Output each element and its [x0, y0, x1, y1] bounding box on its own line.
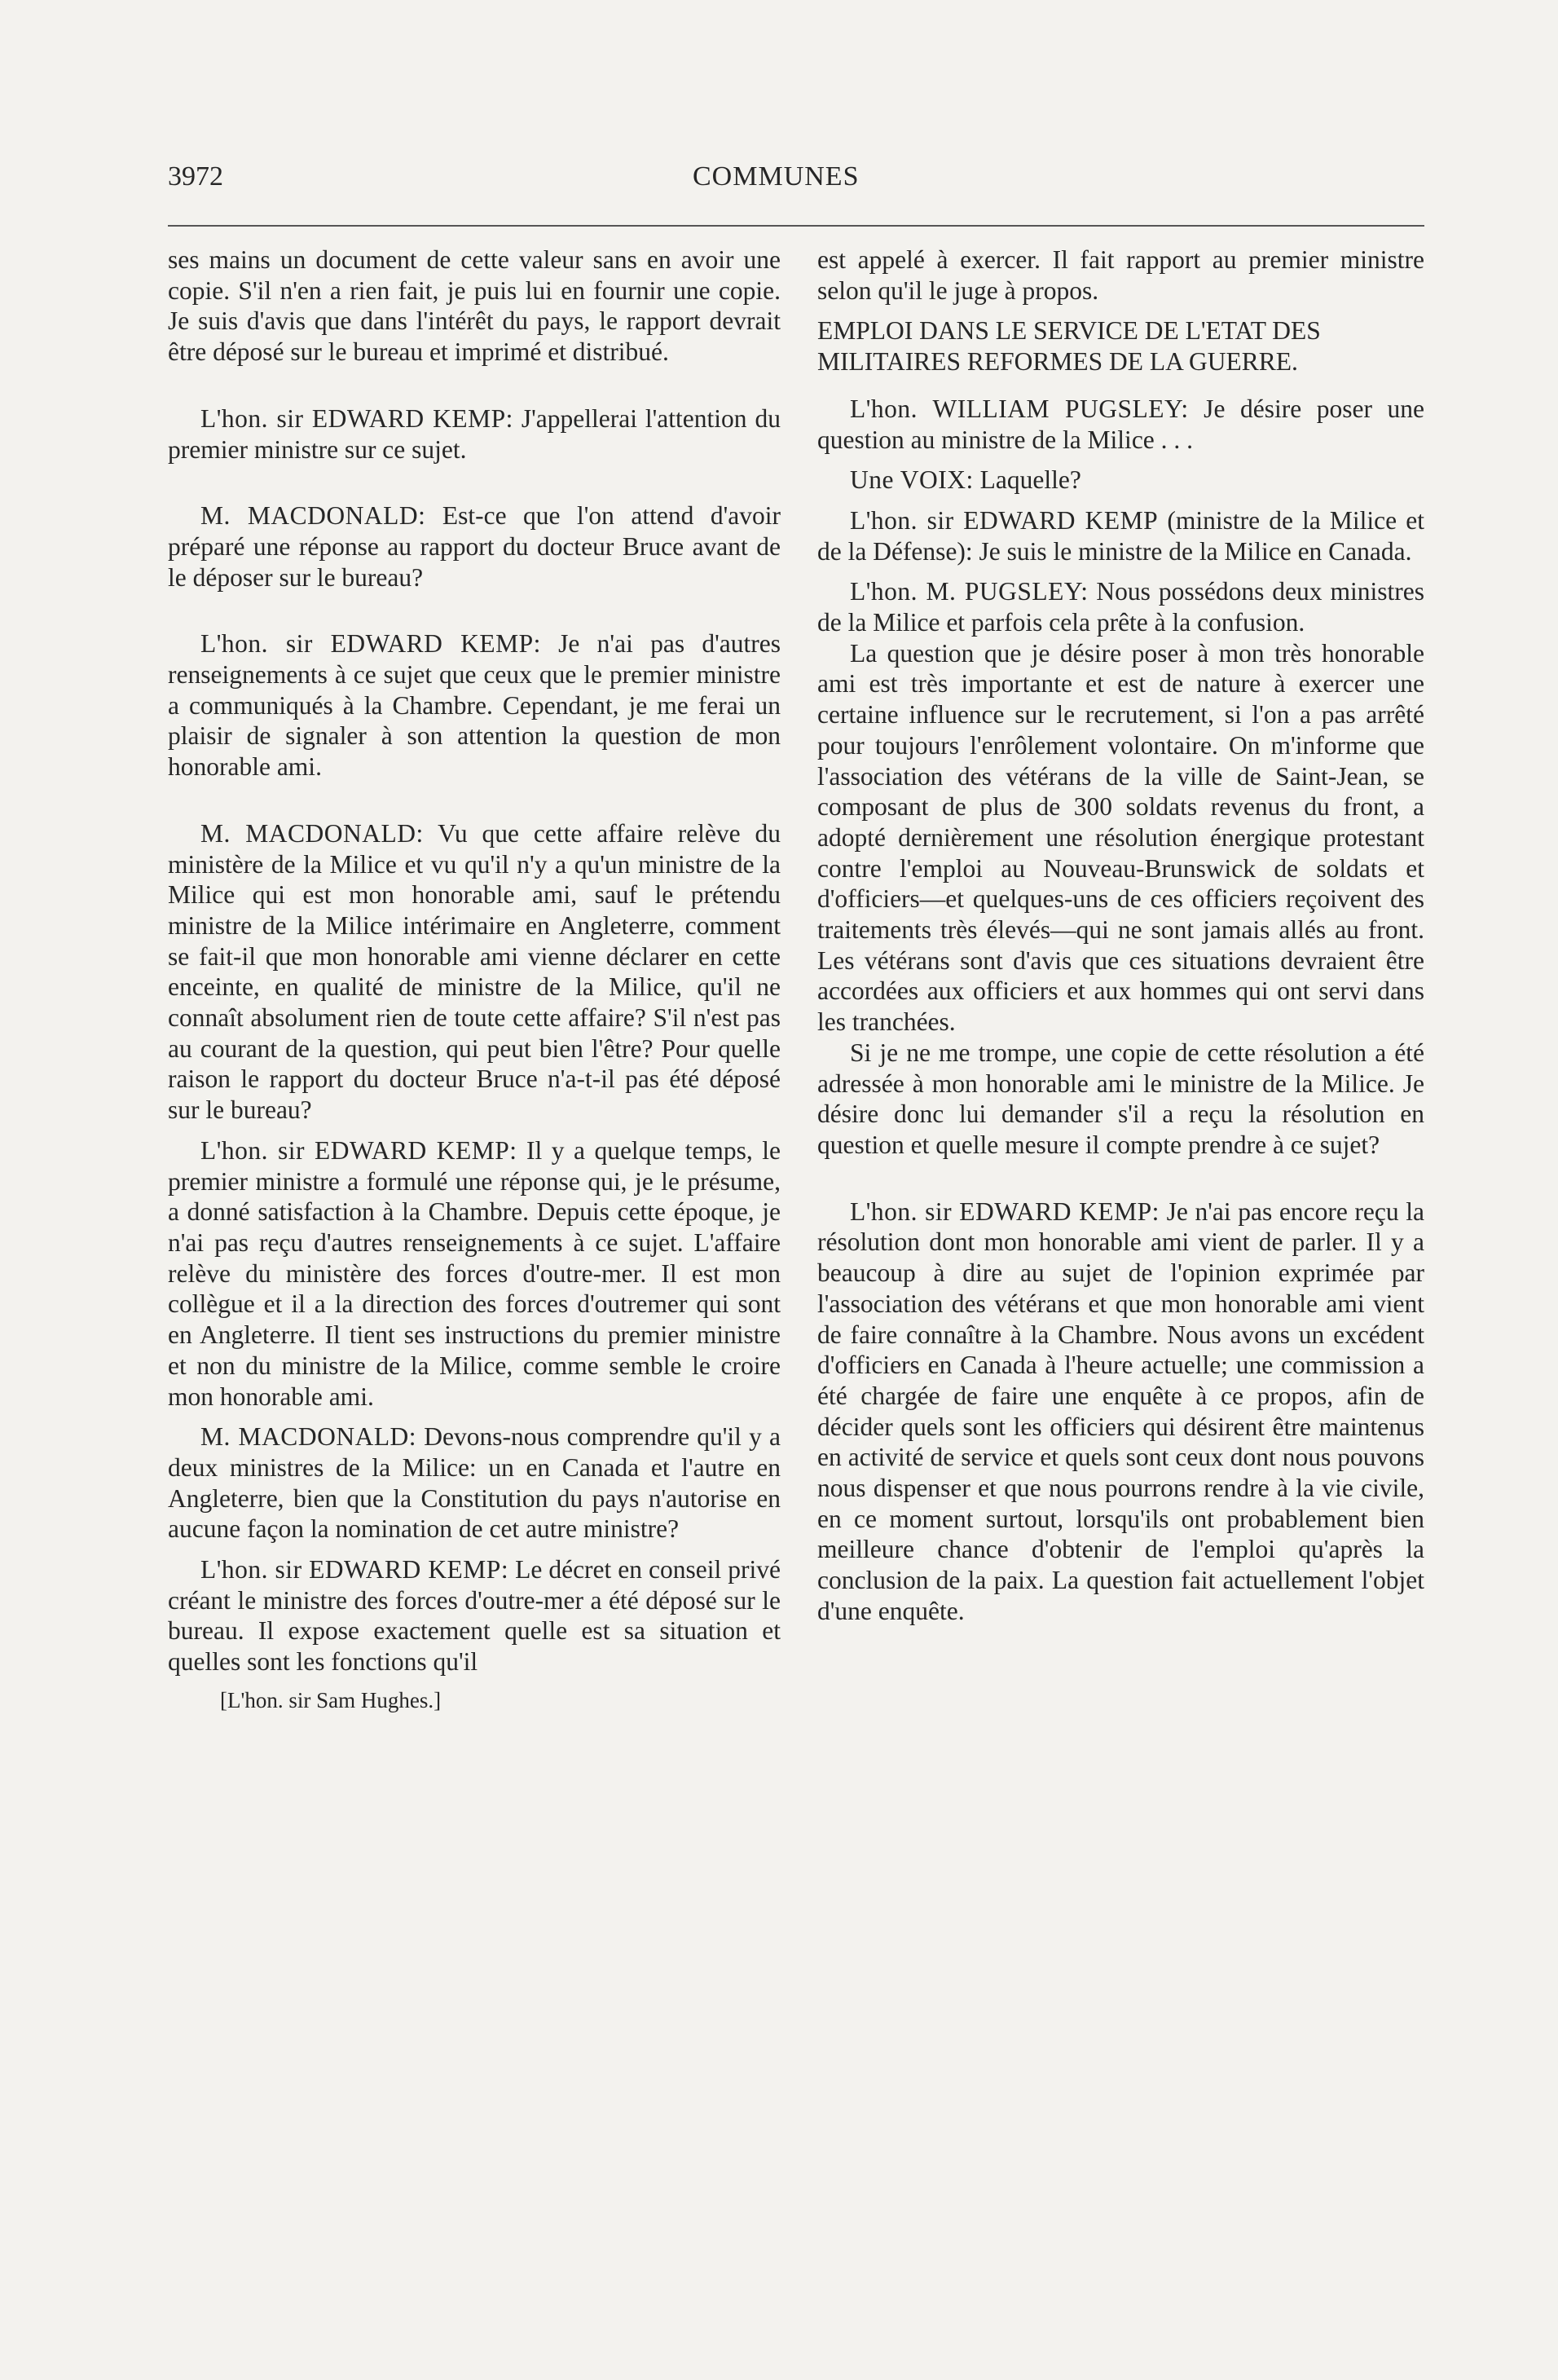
- speaker-name: M. MACDONALD:: [200, 818, 424, 848]
- right-column: [817, 245, 1424, 1627]
- paragraph: [168, 1135, 781, 1412]
- paragraph: [168, 1554, 781, 1677]
- paragraph-text: Je n'ai pas d'autres renseignements à ce sujet que ceux que le premier ministre a communiqués à la Chambre. Cependant, je me ferai un plaisir de signaler à son attention la question de mon honorable ami.: [168, 629, 781, 782]
- paragraph: Si je ne me trompe, une copie de cette résolution a été adressée à mon honorable ami le ministre de la Milice. Je désire donc lui demander s'il a reçu la résolution en question et quelle mesure il compte prendre à ce sujet?: [817, 1038, 1424, 1159]
- paragraph: [168, 628, 781, 782]
- footer-attribution: [L'hon. sir Sam Hughes.]: [220, 1687, 442, 1712]
- paragraph: [817, 465, 1424, 496]
- paragraph-text: Le décret en conseil privé créant le ministre des forces d'outre-mer a été déposé sur le bureau. Il expose exactement quelle est sa situation et quelles sont les fonctions qu'il: [168, 1555, 781, 1677]
- left-column: [168, 245, 781, 1717]
- paragraph-text: Il y a quelque temps, le premier ministre a formulé une réponse qui, je le présume, a donné satisfaction à la Chambre. Depuis cette époque, je n'ai pas reçu d'autres renseignements à ce sujet. L'affaire relève du ministère des forces d'outre-mer. Il est mon collègue et il a la direction des forces d'outremer qui sont en Angleterre. Il tient ses instructions du premier ministre et non du ministre de la Milice, comme semble le croire mon honorable ami.: [168, 1135, 781, 1411]
- speaker-name: L'hon. sir EDWARD KEMP:: [200, 629, 541, 659]
- speaker-name: L'hon. M. PUGSLEY:: [850, 577, 1089, 606]
- speaker-name: L'hon. sir EDWARD KEMP:: [850, 1197, 1160, 1226]
- section-heading: EMPLOI DANS LE SERVICE DE L'ETAT DES MILITAIRES REFORMES DE LA GUERRE.: [817, 316, 1321, 377]
- speaker-name: L'hon. sir EDWARD KEMP: [850, 505, 1159, 535]
- paragraph-text: Je désire poser une question au ministre de la Milice . . .: [817, 394, 1424, 454]
- paragraph: [168, 403, 781, 465]
- speaker-name: M. MACDONALD:: [200, 501, 426, 531]
- paragraph-text: Devons-nous comprendre qu'il y a deux ministres de la Milice: un en Canada et l'autre en Angleterre, bien que la Constitution du pays n'autorise en aucune façon la nomination de cet autre ministre?: [168, 1422, 781, 1544]
- paragraph: [817, 505, 1424, 566]
- paragraph: [817, 1197, 1424, 1627]
- paragraph-text: Vu que cette affaire relève du ministère de la Milice et vu qu'il n'y a qu'un ministre de la Milice qui est mon honorable ami, sauf le prétendu ministre de la Milice intérimaire en Angleterre, comment se fait-il que mon honorable ami vienne déclarer en cette enceinte, en qualité de ministre de la Milice, qu'il ne connaît absolument rien de toute cette affaire? S'il n'est pas au courant de la question, qui peut bien l'être? Pour quelle raison le rapport du docteur Bruce n'a-t-il pas été déposé sur le bureau?: [168, 818, 781, 1125]
- paragraph-text: ses mains un document de cette valeur sans en avoir une copie. S'il n'en a rien fait, je puis lui en fournir une copie. Je suis d'avis que dans l'intérêt du pays, le rapport devrait être déposé sur le bureau et imprimé et distribué.: [168, 245, 781, 367]
- paragraph-text: J'appellerai l'attention du premier ministre sur ce sujet.: [168, 403, 781, 464]
- paragraph: est appelé à exercer. Il fait rapport au premier ministre selon qu'il le juge à propos.: [817, 245, 1424, 305]
- paragraph: [168, 245, 781, 368]
- paragraph: [168, 500, 781, 593]
- paragraph: [817, 394, 1424, 455]
- speaker-name: L'hon. WILLIAM PUGSLEY:: [850, 394, 1189, 423]
- paragraph-text: Est-ce que l'on attend d'avoir préparé une réponse au rapport du docteur Bruce avant de le déposer sur le bureau?: [168, 501, 781, 592]
- paragraph-text: Nous possédons deux ministres de la Milice et parfois cela prête à la confusion.: [817, 577, 1424, 637]
- speaker-name: M. MACDONALD:: [200, 1422, 417, 1452]
- speaker-name: L'hon. sir EDWARD KEMP:: [200, 1135, 517, 1165]
- paragraph-text: Je n'ai pas encore reçu la résolution dont mon honorable ami vient de parler. Il y a beaucoup à dire au sujet de l'opinion exprimée par l'association des vétérans et que mon honorable ami vient de faire connaître à la Chambre. Nous avons un excédent d'officiers en Canada à l'heure actuelle; une commission a été chargée de faire une enquête à ce propos, afin de décider quels sont les officiers qui désirent être maintenus en activité de service et quels sont ceux dont nous pouvons nous dispenser et que nous pourrons rendre à la vie civile, en ce moment surtout, lorsqu'ils ont probablement bien meilleure chance d'obtenir de l'emploi qu'après la conclusion de la paix. La question fait actuellement l'objet d'une enquête.: [817, 1197, 1424, 1625]
- paragraph: [168, 818, 781, 1126]
- paragraph: [817, 576, 1424, 637]
- speaker-name: L'hon. sir EDWARD KEMP:: [200, 1555, 509, 1584]
- header-rule: [168, 225, 1424, 227]
- running-title: COMMUNES: [693, 161, 860, 192]
- speaker-name: Une VOIX:: [850, 465, 974, 495]
- paragraph-text: (ministre de la Milice et de la Défense): Je suis le ministre de la Milice en Canada.: [817, 505, 1425, 566]
- paragraph-text: Laquelle?: [973, 465, 1081, 495]
- speaker-name: L'hon. sir EDWARD KEMP:: [200, 403, 513, 433]
- paragraph: [168, 1421, 781, 1545]
- page-number: 3972: [168, 161, 223, 192]
- paragraph: La question que je désire poser à mon très honorable ami est très importante et est de nature à exercer une certaine influence sur le recrutement, si l'on a pas arrêté pour toujours l'enrôlement volontaire. On m'informe que l'association des vétérans de la ville de Saint-Jean, se composant de plus de 300 soldats revenus du front, a adopté dernièrement une résolution énergique protestant contre l'emploi au Nouveau-Brunswick de soldats et d'officiers—et quelques-uns de ces officiers reçoivent des traitements très élevés—qui ne sont jamais allés au front. Les vétérans sont d'avis que ces situations devraient être accordées aux officiers et aux hommes qui ont servi dans les tranchées.: [817, 638, 1424, 1037]
